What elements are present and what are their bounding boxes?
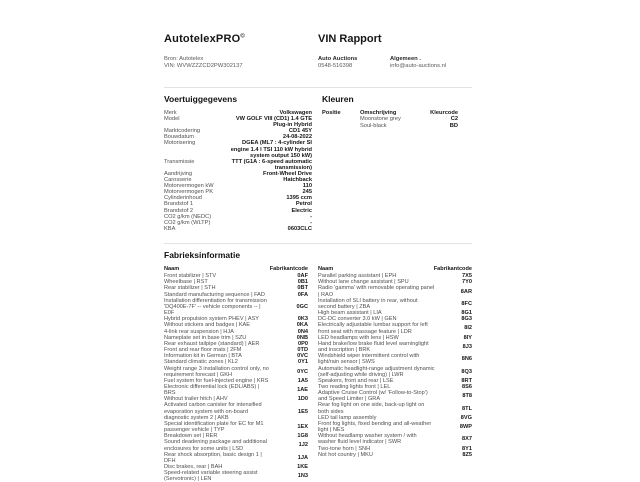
vehicle-spec-value: DGEA (ML7 : 4-cylinder SI engine 1.4 l TSI 110 kW hybrid system output 150 kW) — [230, 140, 312, 159]
vehicle-spec-row — [164, 140, 312, 158]
factory-item-code: 0YC — [297, 368, 308, 375]
vehicle-spec-row — [164, 116, 312, 128]
factory-right-header — [318, 266, 472, 272]
factory-item-name: Wheelbase | RST — [164, 279, 208, 286]
factory-code-header: Fabrikantcode — [433, 266, 472, 272]
color-omschrijving: Moonstone grey — [360, 116, 401, 123]
factory-right-rows — [318, 273, 472, 458]
factory-item-name: Without lane change assistant | SPU — [318, 279, 409, 286]
vin-line: VIN: WVWZZZCD2PW302137 — [164, 63, 243, 70]
factory-item-code: 1JA — [297, 454, 308, 461]
factory-item-code: 0B1 — [297, 279, 308, 286]
vehicle-spec-label: CO2 g/km (NEDC) — [164, 213, 212, 220]
vehicle-spec-value: TTT (G1A : 6-speed automatic transmission) — [231, 158, 312, 171]
factory-item-code: 8WP — [459, 423, 472, 430]
factory-row — [318, 402, 472, 414]
factory-item-name: Nameplate set in base trim | SZU — [164, 334, 247, 341]
factory-item-name: Speed-related variable steering assist (Servotronic) | LEN — [164, 470, 258, 482]
vehicle-spec-value: CD1 45Y — [288, 128, 312, 135]
factory-item-code: 1AE — [297, 387, 308, 394]
factory-item-name: Electronic differential lock (EDL/ABS) | BRS — [164, 383, 260, 397]
factory-section-heading: Fabrieksinformatie — [164, 250, 241, 260]
factory-item-name: LED headlamps with lens | HSW — [318, 334, 399, 341]
colors-table — [322, 110, 458, 129]
factory-item-name: Rear exhaust tailpipe (standard) | AER — [164, 340, 260, 347]
factory-item-name: Installation of SLI battery in rear, without second battery | ZBA — [318, 297, 418, 310]
vehicle-spec-label: Brandstof 1 — [164, 201, 194, 208]
vehicle-spec-label: Transmissie — [164, 158, 195, 165]
factory-item-name: High beam assistant | LIA — [318, 310, 382, 317]
color-kleurcode: C2 — [450, 116, 458, 123]
factory-item-code: 8N6 — [461, 356, 472, 363]
vehicle-spec-label: Carosserie — [164, 177, 192, 184]
vehicle-spec-value: - — [310, 213, 312, 220]
factory-item-code: 0NB — [296, 334, 308, 341]
factory-name-header: Naam — [318, 266, 334, 272]
vehicle-spec-value: 110 — [302, 183, 312, 190]
vehicle-spec-value: Front-Wheel Drive — [263, 170, 312, 177]
factory-item-name: Weight range 3 installation control only, no requirement forecast | GKH — [164, 365, 269, 378]
factory-item-name: Standard climatic zones | KL2 — [164, 359, 238, 366]
vehicle-spec-value: Petrol — [295, 201, 312, 208]
vehicle-spec-label: Model — [164, 116, 180, 123]
vehicle-spec-value: Volkswagen — [279, 110, 312, 116]
factory-row — [318, 452, 472, 458]
source-block — [164, 56, 243, 71]
factory-item-code: 1N3 — [297, 473, 308, 480]
factory-item-code: 8Z5 — [462, 451, 472, 458]
contact-primary-name: Auto Auctions — [318, 56, 358, 62]
color-kleurcode: BD — [449, 122, 458, 129]
color-positie — [322, 123, 360, 129]
copyright-mark: © — [240, 33, 245, 40]
contact-secondary-name: Algemeen . — [390, 56, 421, 62]
vehicle-spec-label: Cylinderinhoud — [164, 195, 202, 202]
color-row — [322, 123, 458, 129]
factory-item-name: Parallel parking assistant | EPH — [318, 273, 397, 280]
factory-item-name: Hand brake/low brake fluid level warninglight and inscription | BRK — [318, 340, 429, 354]
vehicle-spec-value: VW GOLF VIII (CD1) 1.4 GTE Plug-in Hybrid — [235, 116, 312, 129]
factory-item-code: 8G3 — [461, 316, 472, 323]
factory-item-name: Installation differentiation for transmission 'DQ400E-7F' -- vehicle components -- | E0F — [164, 297, 267, 317]
factory-item-code: 8X7 — [462, 436, 472, 443]
factory-item-code: 0AF — [297, 273, 308, 280]
vehicle-spec-label: Motorisering — [164, 140, 196, 147]
factory-item-code: 8T8 — [462, 393, 472, 400]
factory-item-name: Without stickers and badges | KAE — [164, 322, 251, 329]
factory-item-code: 0VC — [297, 353, 308, 360]
vehicle-spec-value: 245 — [302, 189, 312, 196]
contact-primary — [318, 56, 357, 71]
factory-item-name: Standard manufacturing sequence | FAD — [164, 291, 265, 298]
factory-item-code: 8VG — [460, 414, 472, 421]
color-omschrijving: Soul-black — [360, 122, 387, 129]
factory-item-name: DC-DC converter 3.0 kW | GEN — [318, 316, 397, 323]
factory-row — [318, 390, 472, 402]
factory-item-code: 1KE — [297, 464, 308, 470]
factory-column-left — [164, 266, 308, 482]
factory-item-code: 0KA — [296, 322, 308, 329]
factory-item-code: 1D0 — [297, 396, 308, 403]
factory-item-code: 1J2 — [298, 442, 308, 449]
factory-item-name: Front fog lights, fixed bending and all-weather light | NES — [318, 420, 432, 434]
factory-item-code: 0P0 — [298, 340, 308, 347]
factory-item-code: 8TL — [462, 405, 472, 412]
factory-item-name: Electrically adjustable lumbar support for left front seat with massage feature | LDR — [318, 322, 428, 335]
factory-left-rows — [164, 273, 308, 482]
factory-item-code: 0FA — [297, 291, 308, 298]
vehicle-spec-value: - — [310, 219, 312, 226]
vehicle-spec-row — [164, 226, 312, 232]
factory-row — [164, 402, 308, 420]
vehicle-spec-value: 1395 ccm — [286, 195, 312, 202]
factory-row — [164, 470, 308, 482]
header-divider — [164, 87, 472, 88]
factory-name-header: Naam — [164, 266, 180, 272]
factory-item-name: Special identification plate for EC for M1 passenger vehicle | TYP — [164, 420, 264, 434]
factory-item-name: Adaptive Cruise Control (w/ 'Follow-to-Stop') and Speed Limiter | GRA — [318, 390, 428, 403]
factory-item-code: 0TD — [297, 347, 308, 354]
brand-logo-text — [164, 33, 245, 45]
factory-item-code: 0N4 — [297, 328, 308, 335]
factory-item-name: Without headlamp washer system / with washer fluid level indicator | SWR — [318, 433, 417, 446]
factory-item-code: 8I2 — [464, 325, 472, 332]
contact-secondary-email: info@auto-auctions.nl — [390, 63, 447, 70]
colors-header-positie: Positie — [322, 110, 341, 116]
factory-item-name: Two reading lights front | LEL — [318, 383, 391, 390]
brand-name: AutotelexPRO — [164, 33, 241, 45]
factory-item-name: Radio 'gamma' with removable operating panel | RAO — [318, 285, 435, 298]
factory-item-code: 0Y1 — [298, 359, 308, 366]
factory-item-name: Activated carbon canister for intensified evaporation system with on-board diagnostic system 2 | AKB — [164, 402, 262, 421]
vehicle-spec-label: CO2 g/km (WLTP) — [164, 219, 211, 226]
factory-item-name: Breakdown set | RER — [164, 433, 218, 440]
factory-item-name: 4-link rear suspension | HJA — [164, 328, 234, 335]
factory-item-name: Automatic headlight-range adjustment dynamic (self-adjusting while driving) | LWR — [318, 365, 435, 378]
factory-item-code: 1E5 — [298, 408, 308, 415]
factory-item-name: Windshield wiper intermittent control with light/rain sensor | SWS — [318, 353, 420, 366]
factory-item-name: Information kit in German | BTA — [164, 353, 242, 360]
factory-item-code: 7Y0 — [462, 279, 472, 286]
vehicle-spec-label: Brandstof 2 — [164, 207, 194, 214]
source-line: Bron: Autotelex — [164, 56, 204, 62]
factory-item-code: 1A5 — [297, 377, 308, 384]
vehicle-spec-label: Motorvermogen PK — [164, 189, 213, 196]
factory-item-code: 1EX — [297, 423, 308, 430]
vehicle-spec-row — [164, 159, 312, 171]
factory-item-code: 0GC — [296, 303, 308, 310]
factory-row — [318, 366, 472, 378]
factory-item-name: Sound deadening package and additional enclosures for some units | LSD — [164, 439, 267, 452]
colors-header-kleurcode: Kleurcode — [430, 110, 458, 116]
factory-row — [318, 341, 472, 353]
vehicle-spec-value: Hatchback — [283, 177, 312, 184]
factory-row — [318, 433, 472, 445]
vehicle-spec-label: Motorvermogen kW — [164, 183, 214, 190]
contact-primary-phone: 0548-516398 — [318, 63, 353, 70]
factory-item-name: Speakers, front and rear | LSE — [318, 377, 394, 384]
factory-row — [318, 298, 472, 310]
section-divider — [164, 243, 472, 244]
factory-item-code: 8IY — [463, 334, 472, 341]
factory-item-code: 8RT — [461, 377, 472, 384]
factory-item-name: Front and rear floor mats | 2FM — [164, 347, 242, 354]
factory-item-code: 0K3 — [297, 316, 308, 323]
factory-item-name: Without trailer hitch | AHV — [164, 396, 228, 403]
factory-left-header — [164, 266, 308, 272]
factory-item-code: 8J3 — [462, 343, 472, 350]
vehicle-section-heading: Voertuiggegevens — [164, 94, 238, 104]
factory-item-code: 8AR — [460, 288, 472, 295]
factory-item-name: Hybrid propulsion system PHEV | ASY — [164, 316, 260, 323]
vehicle-spec-label: Aandrijving — [164, 170, 193, 177]
factory-item-code: 8G1 — [461, 310, 472, 317]
factory-item-code: 1G8 — [297, 433, 308, 440]
vehicle-spec-label: Bouwdatum — [164, 134, 195, 141]
contact-secondary — [390, 56, 446, 71]
factory-item-code: 7X5 — [462, 273, 472, 280]
factory-item-code: 8S6 — [462, 383, 472, 390]
colors-section-heading: Kleuren — [322, 94, 354, 104]
factory-row — [164, 384, 308, 396]
factory-item-name: Front stabilizer | STV — [164, 273, 217, 280]
factory-code-header: Fabrikantcode — [269, 266, 308, 272]
factory-row — [164, 421, 308, 433]
vehicle-spec-label: Marktcodering — [164, 128, 201, 135]
factory-item-code: 8FC — [461, 300, 472, 307]
colors-header-omschrijving: Omschrijving — [360, 110, 397, 116]
factory-row — [164, 298, 308, 316]
factory-item-name: LED tail lamp assembly — [318, 414, 377, 421]
factory-item-code: 8Y1 — [462, 445, 472, 452]
factory-item-code: 8Q3 — [461, 368, 472, 375]
vehicle-spec-value: Electric — [291, 207, 312, 214]
factory-row — [164, 452, 308, 464]
factory-item-name: Not hot country | MKU — [318, 451, 373, 458]
factory-column-right — [318, 266, 472, 458]
factory-item-name: Rear shock absorption, basic design 1 | DFH — [164, 451, 262, 464]
factory-item-name: Fuel system for fuel-injected engine | KRS — [164, 377, 269, 384]
factory-row — [318, 421, 472, 433]
vehicle-spec-table — [164, 110, 312, 232]
vehicle-spec-label: Merk — [164, 110, 177, 116]
factory-row — [164, 439, 308, 451]
factory-item-name: Rear fog light on one side, back-up light on both sides — [318, 402, 425, 415]
factory-row — [318, 322, 472, 334]
vehicle-spec-value: 0603CLC — [287, 225, 312, 232]
factory-row — [164, 366, 308, 378]
vehicle-spec-value: 24-08-2022 — [282, 134, 312, 141]
factory-row — [318, 285, 472, 297]
factory-item-name: Rear stabilizer | STH — [164, 285, 216, 292]
factory-row — [318, 353, 472, 365]
report-title: VIN Rapport — [318, 33, 382, 45]
factory-item-code: 0BT — [297, 285, 308, 292]
factory-item-name: Disc brakes, rear | BAH — [164, 464, 223, 470]
factory-item-name: Two-tone horn | SNH — [318, 445, 371, 452]
vehicle-spec-label: KBA — [164, 225, 176, 232]
colors-table-body — [322, 116, 458, 129]
